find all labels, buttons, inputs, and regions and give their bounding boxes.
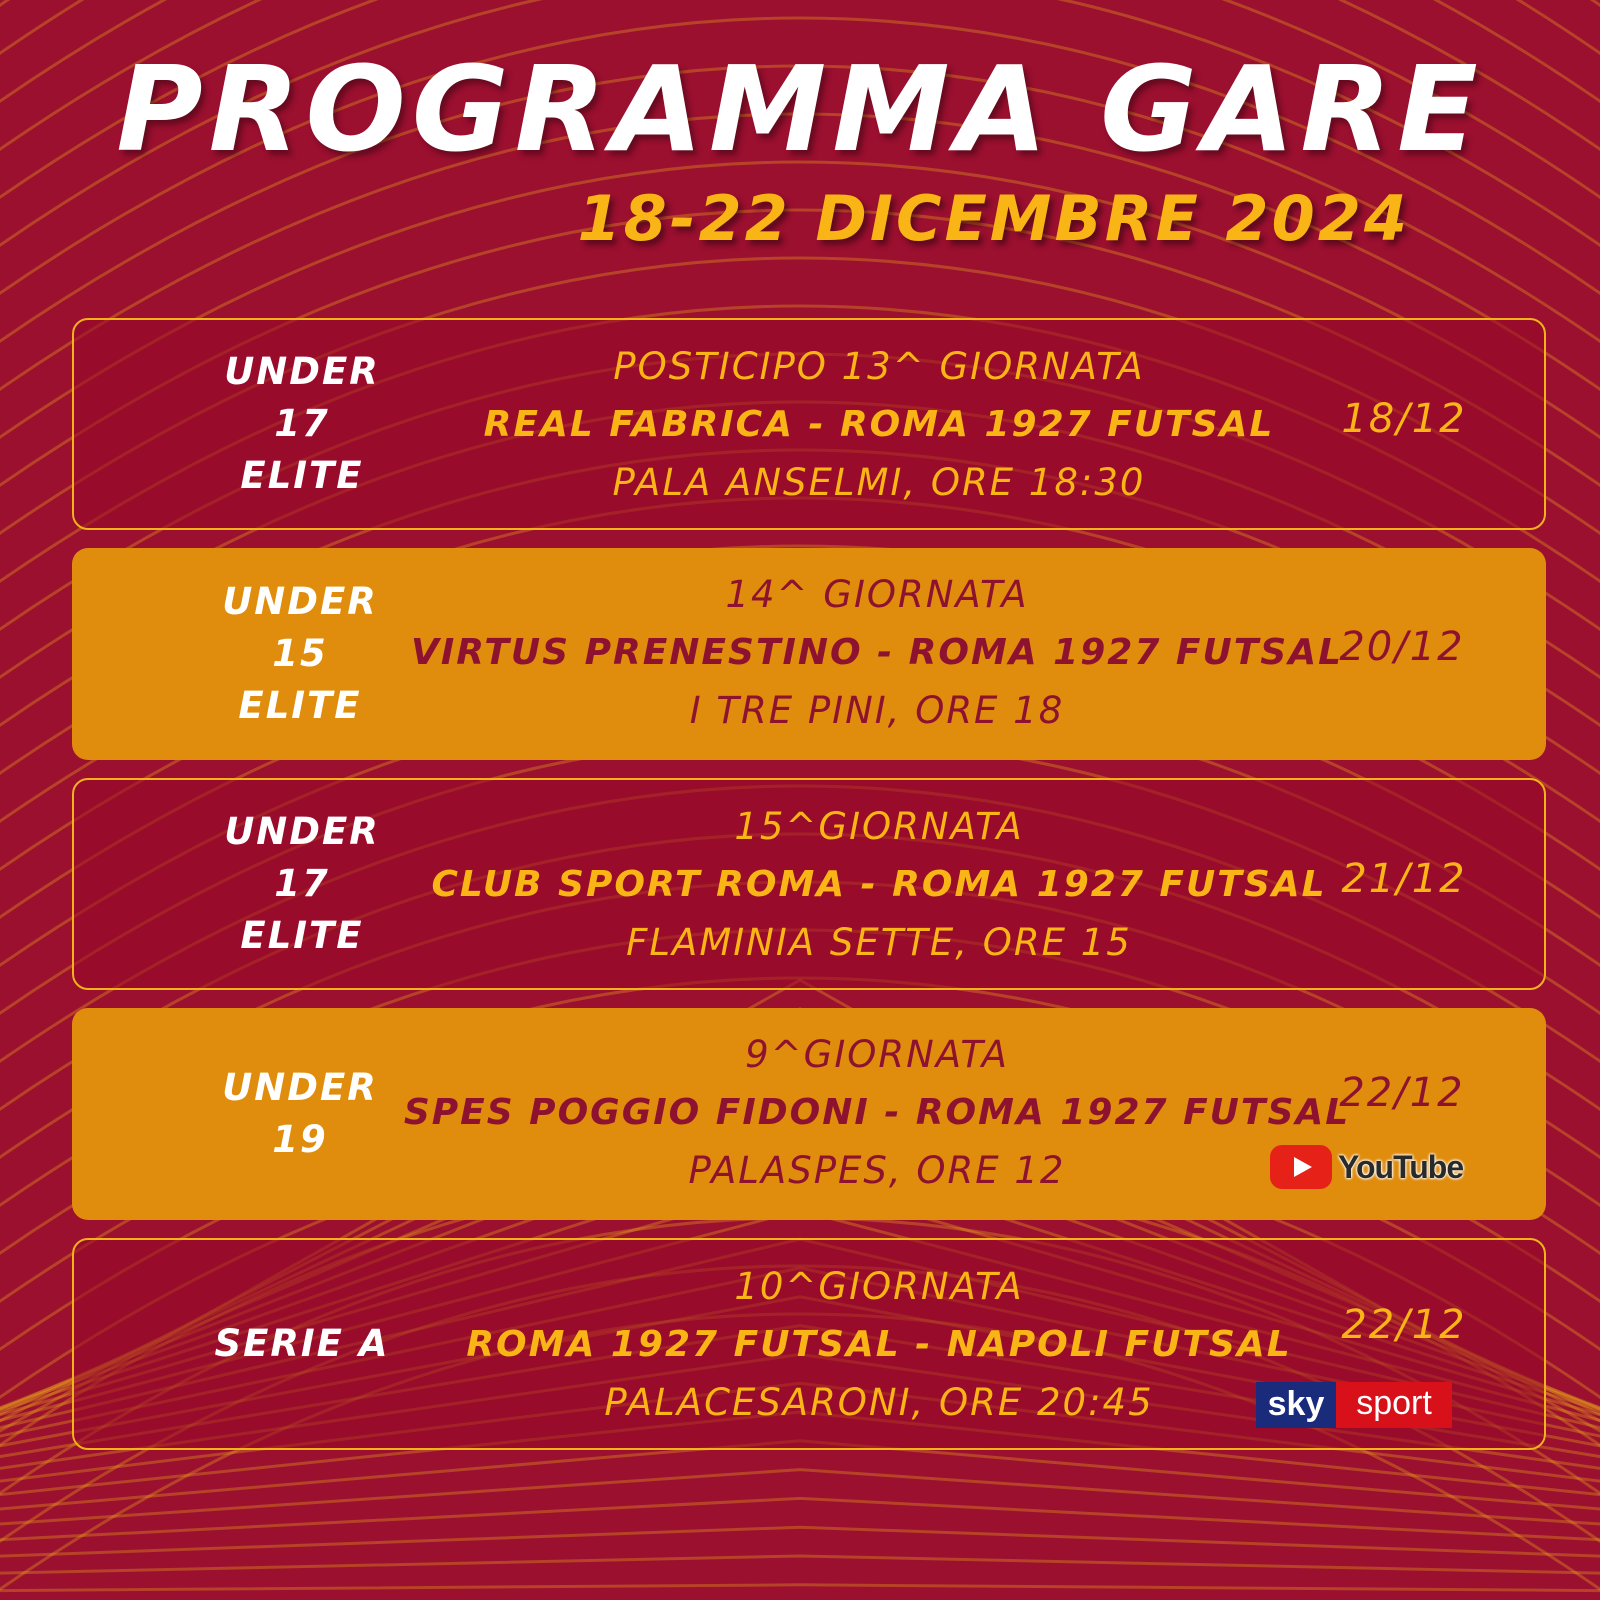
round-label: 14^ GIORNATA [725, 573, 1029, 616]
bg-chevron [0, 1441, 1600, 1600]
category-line1: UNDER 19 [222, 1066, 378, 1161]
category-line2: ELITE [240, 454, 364, 497]
round-label: POSTICIPO 13^ GIORNATA [613, 345, 1145, 388]
round-label: 15^GIORNATA [734, 805, 1024, 848]
match-info [394, 798, 1364, 972]
match-venue: FLAMINIA SETTE, ORE 15 [626, 921, 1132, 964]
match-card-5 [72, 1238, 1546, 1450]
sport-logo-part: sport [1336, 1382, 1452, 1428]
category-line2: ELITE [240, 914, 364, 957]
page-title: PROGRAMMA GARE [116, 40, 1484, 178]
round-label: 9^GIORNATA [745, 1033, 1009, 1076]
match-info [392, 566, 1362, 740]
category [190, 548, 410, 760]
match-info [394, 338, 1364, 512]
category-line1: UNDER 15 [222, 580, 378, 675]
match-date: 22/12 [1339, 1070, 1465, 1116]
match-venue: PALA ANSELMI, ORE 18:30 [612, 461, 1146, 504]
match-date: 20/12 [1339, 624, 1465, 670]
category [192, 320, 412, 528]
category [192, 1240, 412, 1448]
round-label: 10^GIORNATA [734, 1265, 1024, 1308]
match-teams: VIRTUS PRENESTINO - ROMA 1927 FUTSAL [410, 632, 1344, 673]
match-teams: ROMA 1927 FUTSAL - NAPOLI FUTSAL [466, 1324, 1292, 1365]
match-teams: SPES POGGIO FIDONI - ROMA 1927 FUTSAL [403, 1092, 1351, 1133]
category-line1: UNDER 17 [224, 350, 380, 445]
match-info [392, 1026, 1362, 1200]
match-card-4 [72, 1008, 1546, 1220]
match-venue: I TRE PINI, ORE 18 [689, 689, 1065, 732]
match-venue: PALACESARONI, ORE 20:45 [604, 1381, 1154, 1424]
match-card-1 [72, 318, 1546, 530]
category-line1: UNDER 17 [224, 810, 380, 905]
bg-chevron [0, 1585, 1600, 1600]
date-range: 18-22 DICEMBRE 2024 [577, 182, 1410, 255]
match-date: 22/12 [1341, 1302, 1467, 1348]
match-venue: PALASPES, ORE 12 [688, 1149, 1066, 1192]
play-button-icon [1270, 1145, 1332, 1189]
match-teams: REAL FABRICA - ROMA 1927 FUTSAL [483, 404, 1275, 445]
sky-sport-logo-icon [1256, 1382, 1452, 1428]
match-info [394, 1258, 1364, 1432]
youtube-logo-icon [1270, 1143, 1464, 1191]
match-date: 21/12 [1341, 856, 1467, 902]
match-date: 18/12 [1341, 396, 1467, 442]
match-card-2 [72, 548, 1546, 760]
match-card-3 [72, 778, 1546, 990]
match-teams: CLUB SPORT ROMA - ROMA 1927 FUTSAL [431, 864, 1327, 905]
sky-logo-part: sky [1256, 1382, 1336, 1428]
broadcaster-name: YouTube [1338, 1148, 1464, 1185]
category-line1: SERIE A [214, 1322, 390, 1365]
category-line2: ELITE [238, 684, 362, 727]
category [190, 1008, 410, 1220]
bg-chevron [0, 1556, 1600, 1600]
category [192, 780, 412, 988]
